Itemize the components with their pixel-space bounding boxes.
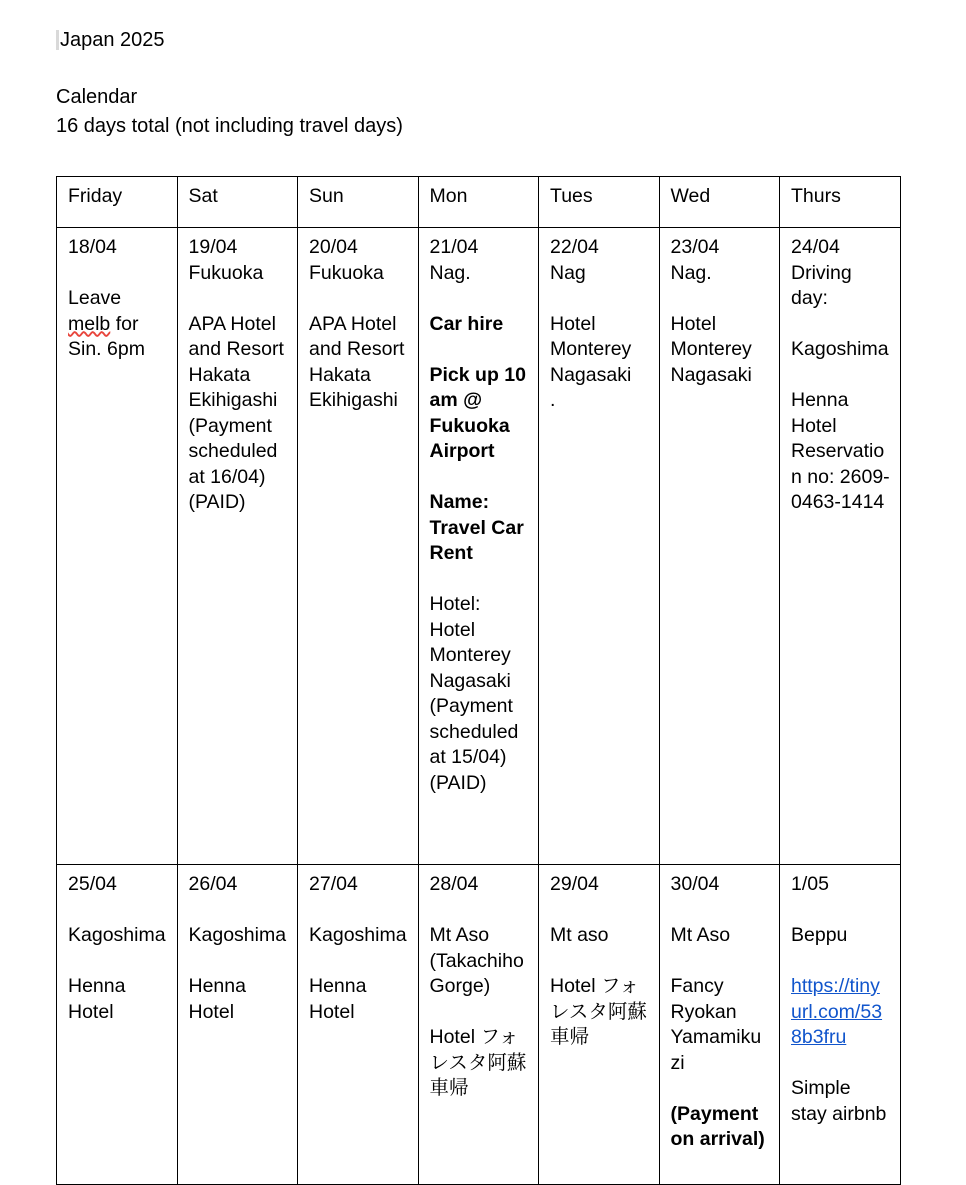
calendar-header-label: Thurs <box>791 185 841 207</box>
text-blank-line <box>791 898 891 924</box>
calendar-header-wed <box>659 177 780 228</box>
cell-paragraph: Driving day: <box>791 261 858 309</box>
text-blank-line <box>430 465 530 491</box>
calendar-body <box>57 228 901 1185</box>
cell-paragraph: . <box>550 389 556 411</box>
text-blank-line <box>430 567 530 593</box>
calendar-header-label: Wed <box>670 185 711 207</box>
document-header <box>56 26 906 141</box>
cell-paragraph <box>68 312 168 338</box>
cell-paragraph: Kagoshima <box>68 924 166 946</box>
text-blank-line <box>430 337 530 363</box>
calendar-header-sat <box>177 177 298 228</box>
calendar-day-date: 1/05 <box>791 873 829 895</box>
cell-paragraph: Fancy Ryokan Yamamikuzi <box>670 975 762 1074</box>
cell-paragraph: Kagoshima <box>791 338 889 360</box>
cell-paragraph: Kagoshima <box>309 924 407 946</box>
text-blank-line <box>189 949 289 975</box>
text-blank-line <box>309 898 409 924</box>
cell-paragraph: (Payment on arrival) <box>670 1102 765 1150</box>
text-blank-line <box>791 949 891 975</box>
calendar-header-label: Friday <box>68 185 123 207</box>
calendar-day-cell[interactable] <box>418 228 539 865</box>
calendar-day-date: 25/04 <box>68 873 117 895</box>
calendar-header-row-group <box>57 177 901 228</box>
text-blank-line <box>430 286 530 312</box>
cell-paragraph: Hotel Monterey Nagasaki <box>670 312 758 386</box>
cell-paragraph: APA Hotel and Resort Hakata Ekihigashi <box>309 312 410 411</box>
cell-paragraph: Henna Hotel <box>309 975 372 1023</box>
calendar-day-cell[interactable] <box>177 865 298 1185</box>
calendar-header-label: Tues <box>550 185 593 207</box>
calendar-day-cell[interactable] <box>177 228 298 865</box>
calendar-day-cell[interactable] <box>659 228 780 865</box>
calendar-day-date: 20/04 <box>309 236 358 258</box>
calendar-header-row <box>57 177 901 228</box>
text-blank-line <box>189 286 289 312</box>
text-caret <box>56 30 59 50</box>
calendar-day-cell[interactable] <box>539 865 660 1185</box>
calendar-week-row <box>57 228 901 865</box>
cell-paragraph: Nag. <box>429 261 471 284</box>
text-blank-line <box>68 949 168 975</box>
calendar-day-cell[interactable] <box>418 865 539 1185</box>
cell-paragraph: Henna Hotel <box>188 975 252 1023</box>
calendar-day-date: 29/04 <box>550 873 599 895</box>
cell-paragraph: Mt Aso (Takachiho Gorge) <box>429 924 530 997</box>
spellcheck-flagged-word[interactable]: melb <box>68 312 111 335</box>
section-subtitle: 16 days total (not including travel days) <box>56 115 403 137</box>
calendar-header-label: Sat <box>188 185 218 207</box>
calendar-day-cell[interactable] <box>57 865 178 1185</box>
calendar-day-date: 27/04 <box>309 873 358 895</box>
cell-paragraph: Fukuoka <box>188 261 264 284</box>
calendar-day-cell[interactable] <box>57 228 178 865</box>
text-blank-line <box>309 949 409 975</box>
text-blank-line <box>550 949 650 975</box>
calendar-day-cell[interactable] <box>780 228 901 865</box>
cell-paragraph: Pick up 10 am @ Fukuoka Airport <box>429 363 532 462</box>
cell-paragraph: Henna Hotel Reservation no: 2609-0463-1414 <box>791 389 890 513</box>
calendar-table-wrapper <box>56 176 900 1185</box>
page-title-text: Japan 2025 <box>60 29 165 51</box>
cell-paragraph: Nag. <box>670 261 712 284</box>
text-blank-line <box>68 898 168 924</box>
text-blank-line <box>671 949 771 975</box>
text-blank-line <box>68 261 168 287</box>
page-title <box>56 26 906 54</box>
calendar-day-cell[interactable] <box>298 228 419 865</box>
cell-paragraph: Hotel フォレスタ阿蘇車帰 <box>550 975 647 1048</box>
cell-paragraph: Hotel: Hotel Monterey Nagasaki (Payment scheduled at 15/04) (PAID) <box>429 593 524 794</box>
text-blank-line <box>309 286 409 312</box>
cell-paragraph: Hotel フォレスタ阿蘇車帰 <box>429 1026 527 1099</box>
booking-link[interactable]: https://tinyurl.com/538b3fru <box>791 975 883 1048</box>
cell-paragraph: Simple stay airbnb <box>791 1077 887 1125</box>
calendar-day-date: 19/04 <box>188 236 238 258</box>
calendar-header-label: Mon <box>429 185 468 207</box>
calendar-header-tues <box>539 177 660 228</box>
cell-paragraph: Sin. 6pm <box>68 338 145 360</box>
title-spacer <box>56 54 906 83</box>
cell-paragraph: Leave <box>68 287 127 309</box>
calendar-day-date: 24/04 <box>791 236 840 258</box>
text-blank-line <box>671 286 771 312</box>
calendar-day-date: 26/04 <box>188 873 238 895</box>
cell-paragraph: Beppu <box>791 924 848 946</box>
text-blank-line <box>671 1076 771 1102</box>
calendar-day-date: 21/04 <box>429 236 479 258</box>
calendar-header-mon <box>418 177 539 228</box>
cell-paragraph: Hotel Monterey Nagasaki <box>550 312 637 386</box>
calendar-day-date: 18/04 <box>68 236 117 258</box>
cell-text: for <box>110 312 139 335</box>
section-label: Calendar <box>56 86 138 108</box>
text-blank-line <box>550 286 650 312</box>
calendar-day-date: 23/04 <box>670 236 720 258</box>
calendar-day-cell[interactable] <box>659 865 780 1185</box>
text-blank-line <box>189 898 289 924</box>
calendar-table <box>56 176 901 1185</box>
calendar-header-label: Sun <box>309 185 344 207</box>
cell-paragraph: Mt aso <box>550 924 609 946</box>
text-blank-line <box>671 898 771 924</box>
calendar-header-sun <box>298 177 419 228</box>
cell-paragraph: APA Hotel and Resort Hakata Ekihigashi (Payment scheduled at 16/04)(PAID) <box>188 312 290 513</box>
text-blank-line <box>791 363 891 389</box>
text-blank-line <box>791 1051 891 1077</box>
cell-paragraph: Car hire <box>429 312 504 335</box>
calendar-day-date: 28/04 <box>429 873 479 895</box>
cell-paragraph: Fukuoka <box>309 261 384 284</box>
text-blank-line <box>791 312 891 338</box>
cell-paragraph: Name: Travel Car Rent <box>429 491 530 564</box>
cell-paragraph: Nag <box>550 261 586 284</box>
text-blank-line <box>550 898 650 924</box>
calendar-day-cell[interactable] <box>539 228 660 865</box>
calendar-day-cell[interactable] <box>780 865 901 1185</box>
calendar-week-row <box>57 865 901 1185</box>
calendar-day-cell[interactable] <box>298 865 419 1185</box>
calendar-day-date: 22/04 <box>550 236 599 258</box>
text-blank-line <box>430 1000 530 1026</box>
text-blank-line <box>430 898 530 924</box>
cell-paragraph: Kagoshima <box>188 924 287 946</box>
calendar-day-date: 30/04 <box>670 873 720 895</box>
calendar-header-thurs <box>780 177 901 228</box>
cell-paragraph: Henna Hotel <box>68 975 131 1023</box>
cell-paragraph: Mt Aso <box>670 924 731 946</box>
cell-paragraph <box>791 974 891 1051</box>
calendar-header-friday <box>57 177 178 228</box>
